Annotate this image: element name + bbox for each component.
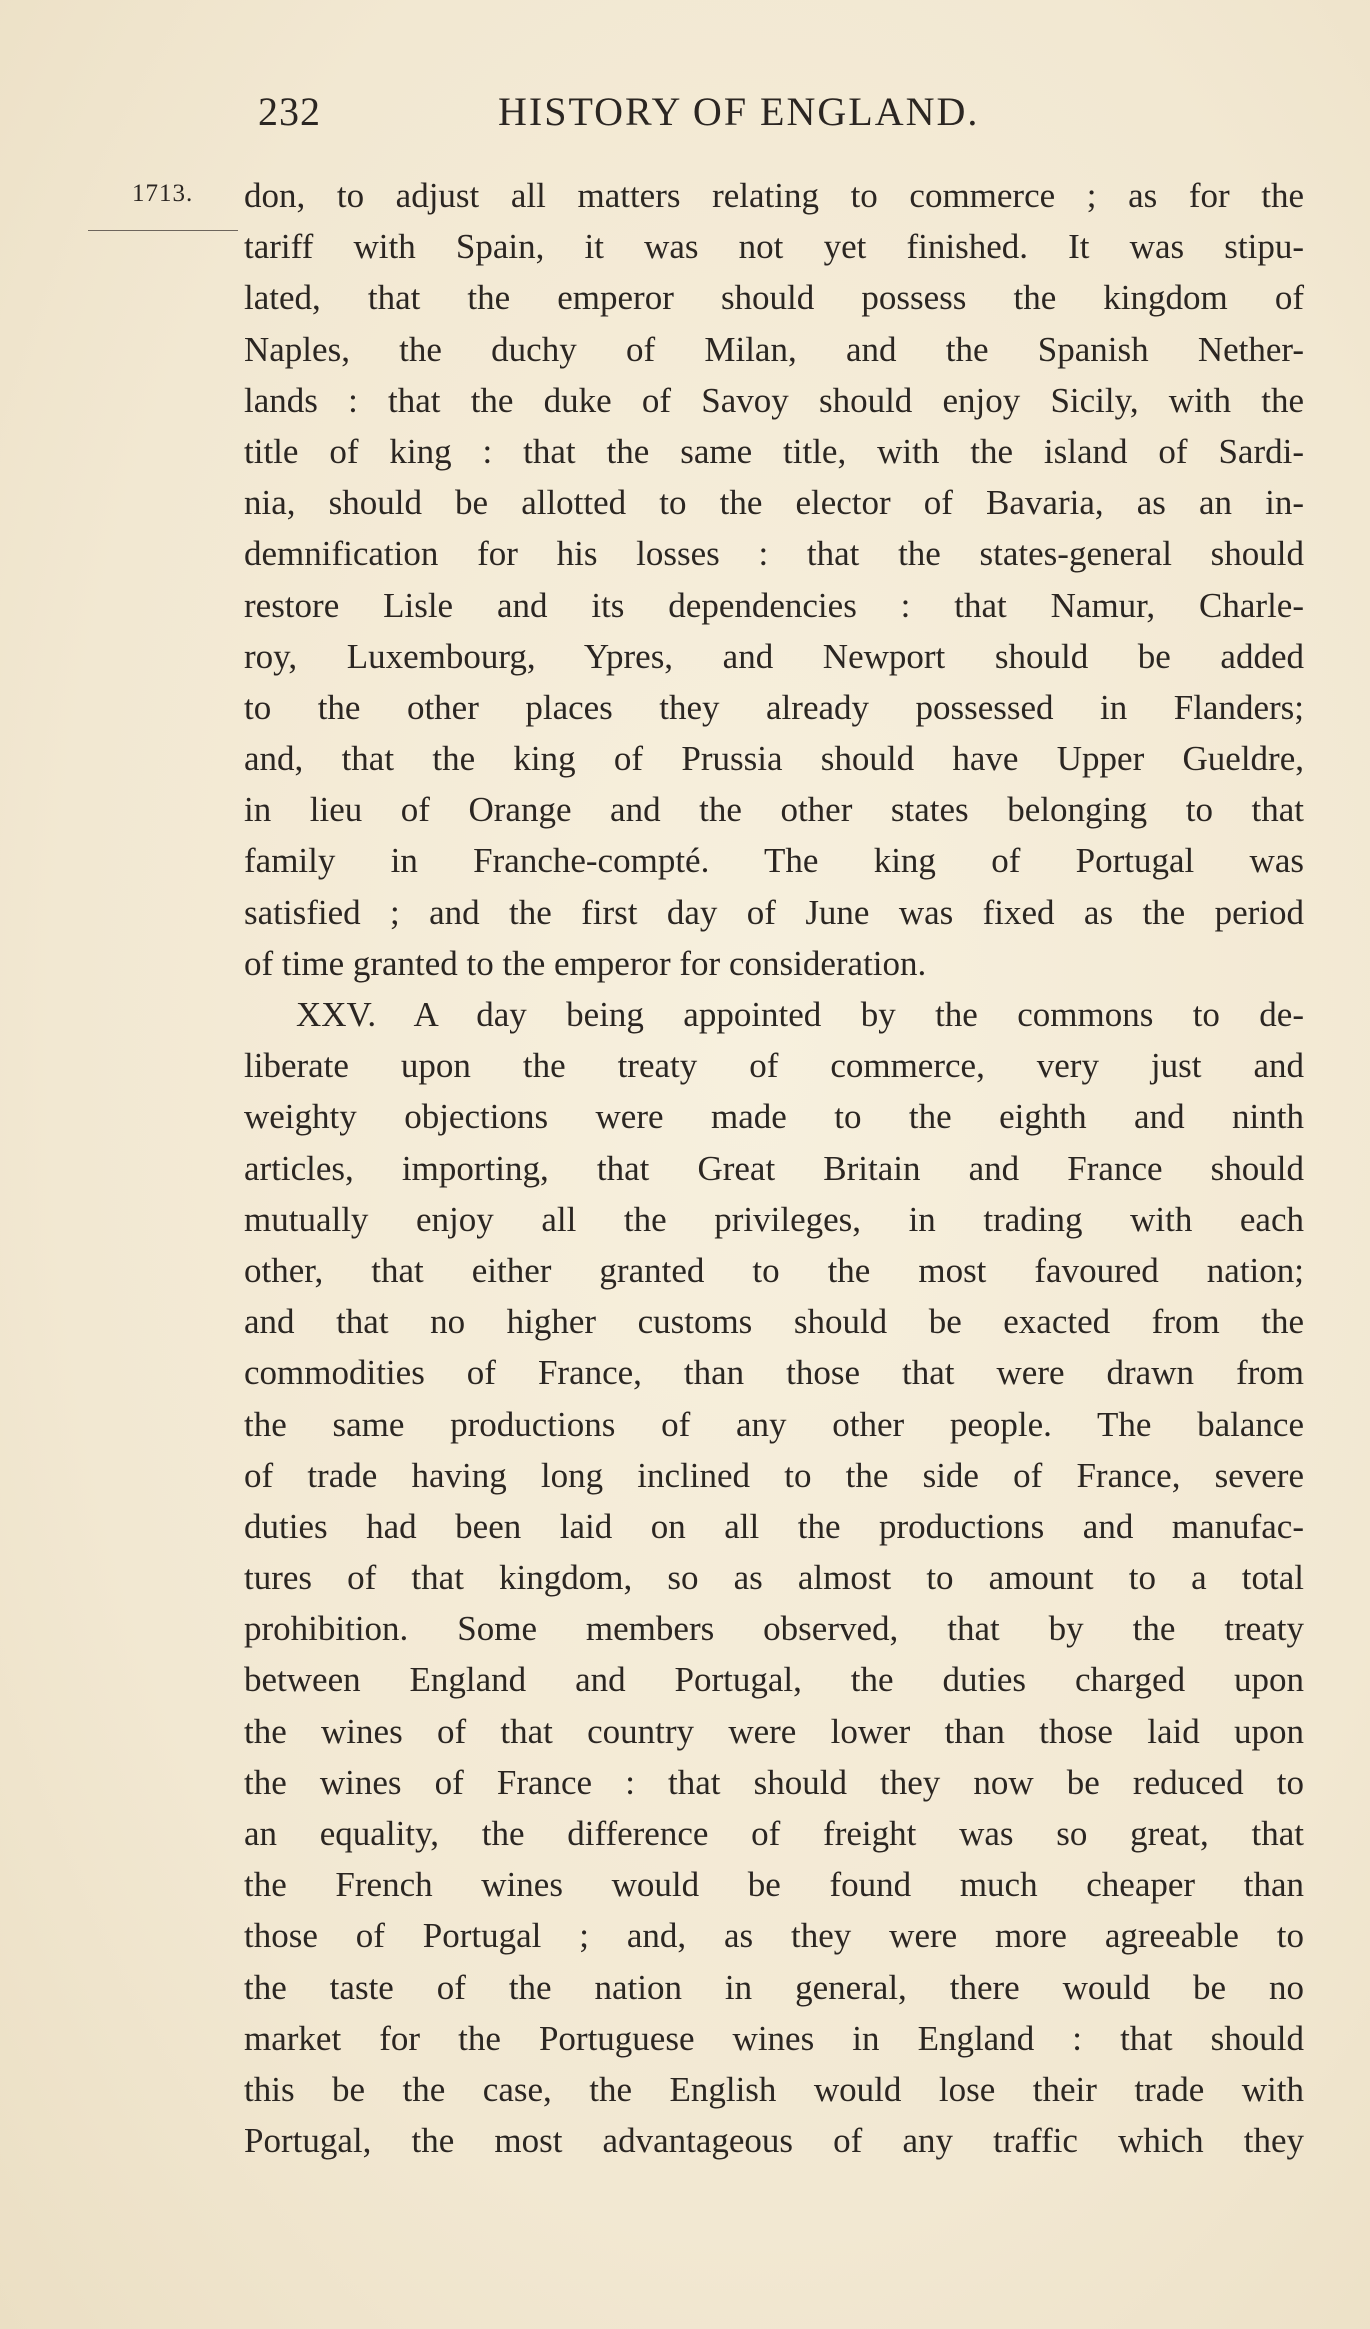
text-line: weighty objections were made to the eighth and ninth [244,1097,1304,1137]
text-line: nia, should be allotted to the elector of Bavaria, as an in- [244,483,1304,523]
text-line: of trade having long inclined to the side of France, severe [244,1455,1304,1495]
text-line: in lieu of Orange and the other states belonging to that [244,790,1304,830]
text-line: tures of that kingdom, so as almost to amount to a total [244,1558,1304,1598]
text-line: and that no higher customs should be exacted from the [244,1302,1304,1342]
text-line: Naples, the duchy of Milan, and the Spanish Nether- [244,329,1304,369]
text-line: title of king : that the same title, with the island of Sardi- [244,431,1304,471]
text-line: tariff with Spain, it was not yet finished. It was stipu- [244,227,1304,267]
page-header-title: HISTORY OF ENGLAND. [498,89,980,134]
text-line: duties had been laid on all the productions and manufac- [244,1506,1304,1546]
text-line: between England and Portugal, the duties charged upon [244,1660,1304,1700]
running-head [258,88,1098,148]
text-line: an equality, the difference of freight was so great, that [244,1814,1304,1853]
body-text [244,170,1304,2166]
text-line: other, that either granted to the most favoured nation; [244,1250,1304,1290]
text-line: to the other places they already possessed in Flanders; [244,687,1304,727]
margin-rule [88,230,238,231]
text-line: restore Lisle and its dependencies : that Namur, Charle- [244,585,1304,625]
text-line: the wines of that country were lower than those laid upon [244,1711,1304,1751]
text-line: don, to adjust all matters relating to commerce ; as for the [244,176,1304,215]
text-line: prohibition. Some members observed, that by the treaty [244,1609,1304,1649]
text-line: family in Franche-compté. The king of Portugal was [244,841,1304,881]
page-number: 232 [258,89,321,134]
text-line: commodities of France, than those that were drawn from [244,1353,1304,1393]
section-start-line: XXV. A day being appointed by the commons to de- [296,995,1304,1034]
margin-year-note: 1713. [132,180,194,207]
text-line: those of Portugal ; and, as they were more agreeable to [244,1916,1304,1956]
text-line: Portugal, the most advantageous of any traffic which they [244,2121,1304,2161]
text-line: liberate upon the treaty of commerce, very just and [244,1046,1304,1086]
text-line: the same productions of any other people. The balance [244,1404,1304,1444]
text-line: satisfied ; and the first day of June was fixed as the period [244,892,1304,932]
text-line: lated, that the emperor should possess the kingdom of [244,278,1304,318]
paragraph-end-line: of time granted to the emperor for consideration. [244,943,927,983]
text-line: roy, Luxembourg, Ypres, and Newport should be added [244,636,1304,676]
text-line: the French wines would be found much cheaper than [244,1865,1304,1905]
text-line: this be the case, the English would lose their trade with [244,2069,1304,2109]
text-line: articles, importing, that Great Britain and France should [244,1148,1304,1188]
text-line: market for the Portuguese wines in England : that should [244,2018,1304,2058]
text-line: mutually enjoy all the privileges, in trading with each [244,1199,1304,1239]
text-line: and, that the king of Prussia should have Upper Gueldre, [244,739,1304,779]
text-line: the wines of France : that should they now be reduced to [244,1762,1304,1802]
text-line: the taste of the nation in general, there would be no [244,1967,1304,2007]
text-line: demnification for his losses : that the states-general should [244,534,1304,574]
text-line: lands : that the duke of Savoy should enjoy Sicily, with the [244,380,1304,420]
